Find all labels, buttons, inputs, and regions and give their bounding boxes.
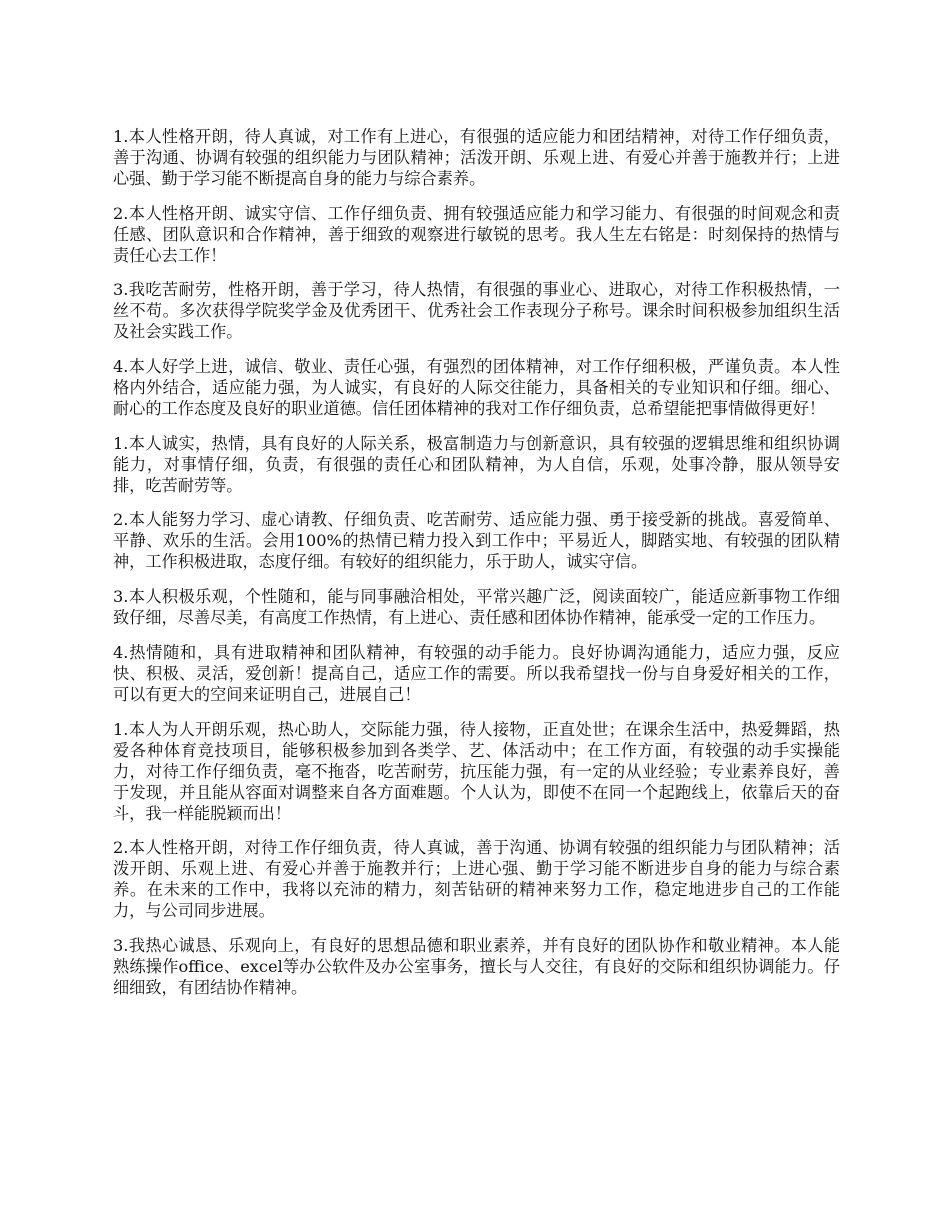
paragraph-7: 3.本人积极乐观，个性随和，能与同事融洽相处，平常兴趣广泛，阅读面较广，能适应新事物工作细致仔细，尽善尽美，有高度工作热情，有上进心、责任感和团体协作精神，能承受一定的工作压力。 bbox=[113, 587, 840, 628]
paragraph-4: 4.本人好学上进，诚信、敬业、责任心强，有强烈的团体精神，对工作仔细积极，严谨负责。本人性格内外结合，适应能力强，为人诚实，有良好的人际交往能力，具备相关的专业知识和仔细。细心、耐心的工作态度及良好的职业道德。信任团体精神的我对工作仔细负责，总希望能把事情做得更好！ bbox=[113, 357, 840, 419]
paragraph-9: 1.本人为人开朗乐观，热心助人，交际能力强，待人接物，正直处世；在课余生活中，热爱舞蹈，热爱各种体育竞技项目，能够积极参加到各类学、艺、体活动中；在工作方面，有较强的动手实操能力，对待工作仔细负责，毫不拖沓，吃苦耐劳，抗压能力强，有一定的从业经验；专业素养良好，善于发现，并且能从容面对调整来自各方面难题。个人认为，即使不在同一个起跑线上，依靠后天的奋斗，我一样能脱颖而出！ bbox=[113, 719, 840, 823]
paragraph-11: 3.我热心诚恳、乐观向上，有良好的思想品德和职业素养，并有良好的团队协作和敬业精神。本人能熟练操作office、excel等办公软件及办公室事务，擅长与人交往，有良好的交际和组织协调能力。仔细细致，有团结协作精神。 bbox=[113, 935, 840, 997]
paragraph-6: 2.本人能努力学习、虚心请教、仔细负责、吃苦耐劳、适应能力强、勇于接受新的挑战。喜爱简单、平静、欢乐的生活。会用100%的热情已精力投入到工作中；平易近人，脚踏实地、有较强的团队精神，工作积极进取，态度仔细。有较好的组织能力，乐于助人，诚实守信。 bbox=[113, 510, 840, 572]
paragraph-10: 2.本人性格开朗，对待工作仔细负责，待人真诚，善于沟通、协调有较强的组织能力与团队精神；活泼开朗、乐观上进、有爱心并善于施教并行；上进心强、勤于学习能不断进步自身的能力与综合素养。在未来的工作中，我将以充沛的精力，刻苦钻研的精神来努力工作，稳定地进步自己的工作能力，与公司同步进展。 bbox=[113, 838, 840, 921]
paragraph-1: 1.本人性格开朗，待人真诚，对工作有上进心，有很强的适应能力和团结精神，对待工作仔细负责，善于沟通、协调有较强的组织能力与团队精神；活泼开朗、乐观上进、有爱心并善于施教并行；上进心强、勤于学习能不断提高自身的能力与综合素养。 bbox=[113, 127, 840, 188]
paragraph-8: 4.热情随和，具有进取精神和团队精神，有较强的动手能力。良好协调沟通能力，适应力强，反应快、积极、灵活，爱创新！提高自己，适应工作的需要。所以我希望找一份与自身爱好相关的工作，可以有更大的空间来证明自己，进展自己！ bbox=[113, 642, 840, 704]
paragraph-3: 3.我吃苦耐劳，性格开朗，善于学习，待人热情，有很强的事业心、进取心，对待工作积极热情，一丝不苟。多次获得学院奖学金及优秀团干、优秀社会工作表现分子称号。课余时间积极参加组织生活及社会实践工作。 bbox=[113, 280, 840, 342]
document-page bbox=[113, 126, 840, 1012]
paragraph-2: 2.本人性格开朗、诚实守信、工作仔细负责、拥有较强适应能力和学习能力、有很强的时间观念和责任感、团队意识和合作精神，善于细致的观察进行敏锐的思考。我人生左右铭是：时刻保持的热情与责任心去工作！ bbox=[113, 203, 840, 265]
paragraph-5: 1.本人诚实，热情，具有良好的人际关系，极富制造力与创新意识，具有较强的逻辑思维和组织协调能力，对事情仔细，负责，有很强的责任心和团队精神，为人自信，乐观，处事冷静，服从领导安排，吃苦耐劳等。 bbox=[113, 433, 840, 495]
